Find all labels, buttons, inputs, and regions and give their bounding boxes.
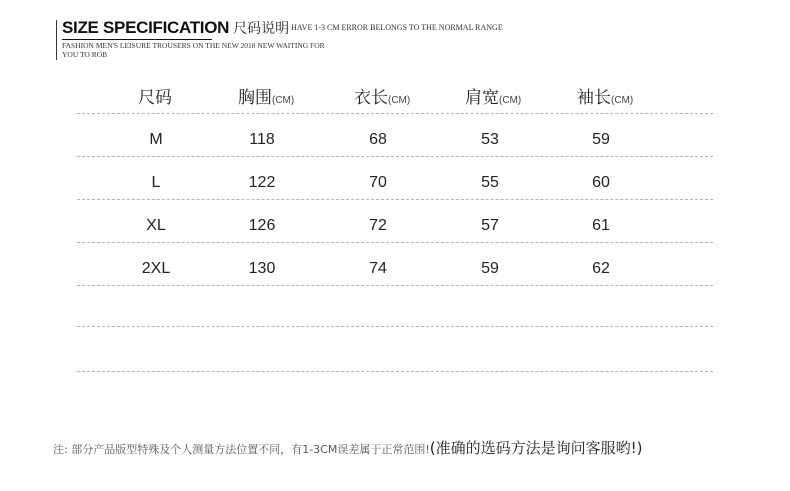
cell-shoulder: 53 [481,131,499,148]
cell-length: 72 [369,217,387,234]
cell-size: L [151,174,161,191]
cell-size: M [149,131,163,148]
subtitle-line-2: YOU TO ROB [62,50,108,59]
column-header-size [138,83,172,108]
cell-sleeve: 59 [592,131,610,148]
cell-sleeve: 62 [592,260,610,277]
column-header-unit: (CM) [388,95,411,106]
cell-chest: 126 [248,217,276,234]
column-header-unit: (CM) [499,95,522,106]
cell-size: XL [146,217,166,234]
size-advice: (准确的选码方法是询问客服哟!) [429,439,643,457]
column-header-label: 肩宽 [465,88,499,108]
cell-length: 68 [369,131,387,148]
column-header-unit: (CM) [272,95,295,106]
cell-chest: 122 [248,174,276,191]
row-divider [77,199,713,200]
row-divider [77,326,713,327]
column-header-label: 胸围 [238,88,272,108]
row-divider [77,371,713,372]
cell-shoulder: 55 [481,174,499,191]
cell-shoulder: 57 [481,217,499,234]
page-title-cn: 尺码说明 [233,21,290,37]
column-header-length [354,83,410,108]
page-title-en: SIZE SPECIFICATION [62,18,230,37]
column-header-label: 袖长 [577,88,611,108]
column-header-label: 尺码 [138,88,172,108]
cell-length: 70 [369,174,387,191]
column-header-unit: (CM) [611,95,634,106]
column-header-sleeve [577,83,633,108]
cell-sleeve: 60 [592,174,610,191]
subtitle-line-1: FASHION MEN'S LEISURE TROUSERS ON THE NEW 2018 NEW WAITING FOR [62,41,325,50]
row-divider [77,156,713,157]
footer-note [53,437,642,458]
cell-sleeve: 61 [592,217,610,234]
row-divider [77,285,713,286]
title-line [62,18,503,38]
title-underline [62,39,212,40]
error-range-note: HAVE 1-3 CM ERROR BELONGS TO THE NORMAL RANGE [291,23,503,32]
cell-length: 74 [369,260,387,277]
measurement-disclaimer: 注: 部分产品版型特殊及个人测量方法位置不同，有1-3CM误差属于正常范围! [53,443,430,456]
cell-chest: 118 [249,131,275,148]
cell-chest: 130 [248,260,276,277]
header-accent-bar [56,20,57,60]
column-header-shoulder [465,83,521,108]
column-header-label: 衣长 [354,88,388,108]
row-divider [77,242,713,243]
cell-shoulder: 59 [481,260,499,277]
row-divider [77,113,713,114]
cell-size: 2XL [141,260,171,277]
column-header-chest [238,83,294,108]
